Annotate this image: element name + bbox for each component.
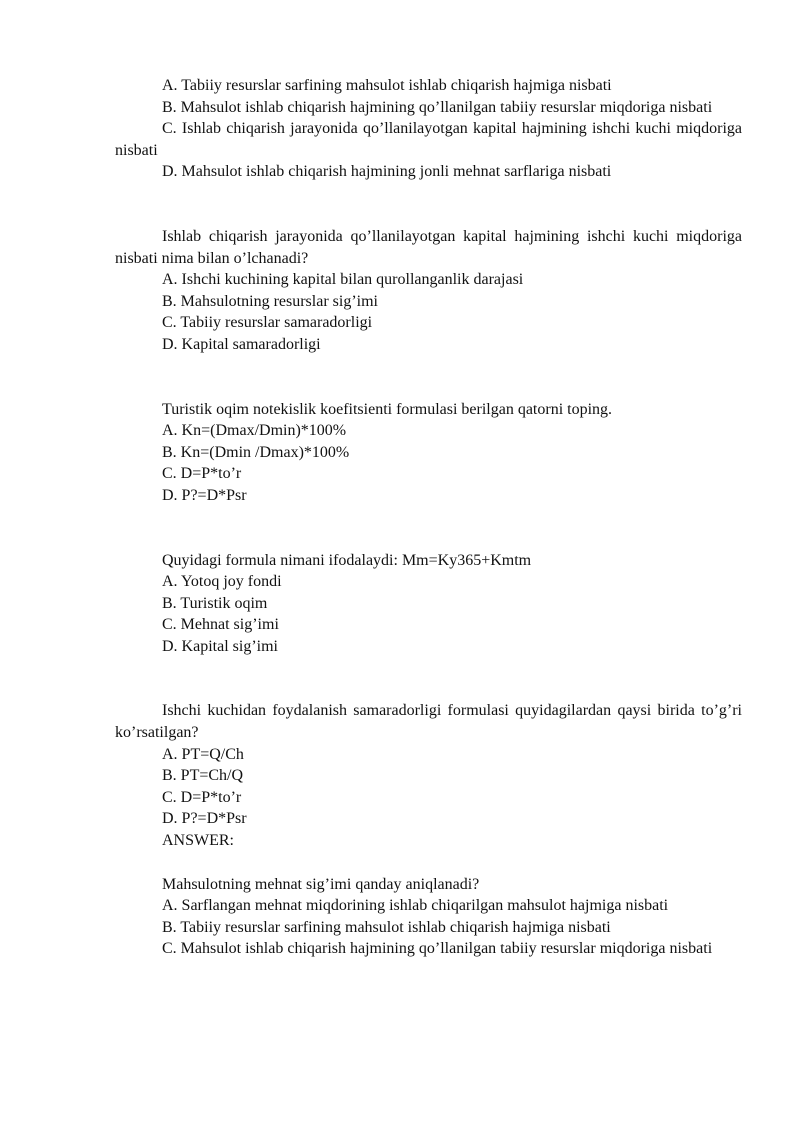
option-a: A. Yotoq joy fondi [162,573,282,591]
question-text: Ishlab chiqarish jarayonida qo’llanilayotgan kapital hajmining ishchi kuchi miqdoriga nisbati nima bilan o’lchanadi? [115,227,742,267]
option-a: A. Sarflangan mehnat miqdorining ishlab chiqarilgan mahsulot hajmiga nisbati [162,897,669,915]
option-c: C. Mahsulot ishlab chiqarish hajmining qo’llanilgan tabiiy resurslar miqdoriga nisbati [162,940,713,958]
document-page [115,75,742,960]
option-b: B. PT=Ch/Q [162,767,244,785]
option-c: C. D=P*to’r [162,788,242,806]
option-b: B. Mahsulot ishlab chiqarish hajmining qo’llanilgan tabiiy resurslar miqdoriga nisbati [162,98,713,116]
question-text: Ishchi kuchidan foydalanish samaradorligi formulasi quyidagilardan qaysi birida to’g’ri ko’rsatilgan? [115,702,742,742]
option-a: A. PT=Q/Ch [162,745,244,763]
option-b: B. Turistik oqim [162,594,268,612]
option-c: C. D=P*to’r [162,465,242,483]
option-a: A. Tabiiy resurslar sarfining mahsulot ishlab chiqarish hajmiga nisbati [162,77,612,94]
question-block-1 [115,75,742,183]
option-c: C. Tabiiy resurslar samaradorligi [162,314,373,332]
option-d: D. P?=D*Psr [162,810,247,828]
option-d: D. Kapital samaradorligi [162,335,321,353]
option-a: A. Ishchi kuchining kapital bilan qurollanganlik darajasi [162,271,524,289]
question-block-2 [115,226,742,356]
question-block-3 [115,399,742,507]
option-b: B. Mahsulotning resurslar sig’imi [162,292,378,310]
question-text: Turistik oqim notekislik koefitsienti formulasi berilgan qatorni toping. [162,400,613,418]
question-text: Quyidagi formula nimani ifodalaydi: Mm=Ky365+Kmtm [162,551,532,569]
option-b: B. Kn=(Dmin /Dmax)*100% [162,443,350,461]
question-block-4 [115,550,742,658]
answer-label: ANSWER: [162,832,234,850]
option-c: C. Ishlab chiqarish jarayonida qo’llanilayotgan kapital hajmining ishchi kuchi miqdoriga nisbati [115,120,742,159]
option-d: D. Mahsulot ishlab chiqarish hajmining jonli mehnat sarflariga nisbati [162,163,612,181]
question-block-5 [115,700,742,851]
option-d: D. P?=D*Psr [162,486,247,504]
question-text: Mahsulotning mehnat sig’imi qanday aniqlanadi? [162,875,480,893]
question-block-6 [115,874,742,960]
option-a: A. Kn=(Dmax/Dmin)*100% [162,422,347,440]
option-c: C. Mehnat sig’imi [162,616,279,634]
option-d: D. Kapital sig’imi [162,637,278,655]
option-b: B. Tabiiy resurslar sarfining mahsulot ishlab chiqarish hajmiga nisbati [162,918,611,936]
